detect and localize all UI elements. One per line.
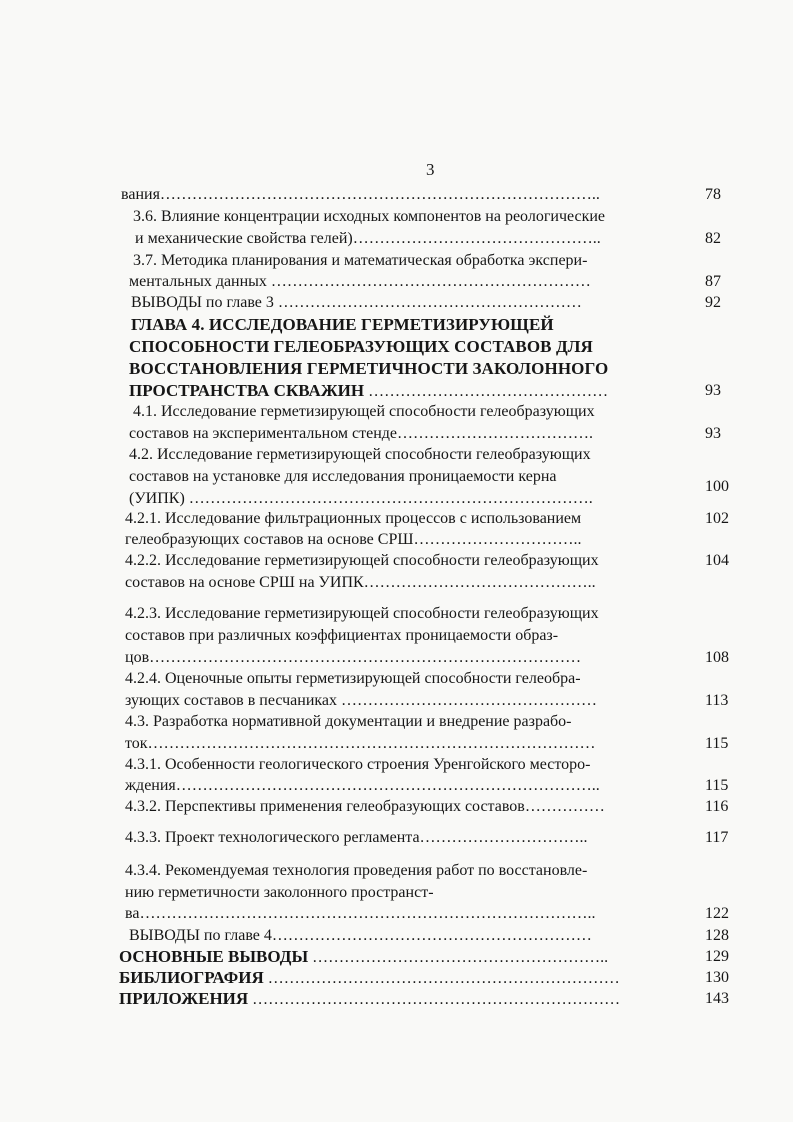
toc-line — [0, 733, 793, 755]
toc-page: 113 — [705, 692, 729, 709]
toc-text: 4.1. Исследование герметизирующей способности гелеобразующих — [133, 403, 595, 420]
toc-page: 92 — [705, 294, 721, 311]
toc-text: ВОССТАНОВЛЕНИЯ ГЕРМЕТИЧНОСТИ ЗАКОЛОННОГО — [129, 359, 609, 378]
toc-text: 4.3.1. Особенности геологического строения Уренгойского месторо- — [125, 756, 591, 773]
toc-page: 115 — [705, 777, 729, 794]
toc-text: 4.3. Разработка нормативной документации и внедрение разрабо- — [125, 713, 572, 730]
toc-text-label: ПРИЛОЖЕНИЯ — [119, 989, 249, 1008]
toc-line — [0, 946, 793, 968]
toc-line — [0, 401, 793, 423]
toc-text: ВЫВОДЫ по главе 4…………………………………………………… — [129, 927, 592, 944]
toc-text — [119, 946, 608, 969]
toc-line — [0, 775, 793, 797]
toc-text: 4.2.2. Исследование герметизирующей способности гелеобразующих — [125, 552, 599, 569]
toc-line — [0, 250, 793, 272]
toc-text: 4.3.3. Проект технологического регламента………………………….. — [125, 829, 588, 846]
toc-page: 102 — [705, 510, 729, 527]
toc-line — [0, 711, 793, 733]
toc-line — [0, 228, 793, 250]
toc-line — [0, 314, 793, 336]
toc-text-label: ОСНОВНЫЕ ВЫВОДЫ — [119, 947, 309, 966]
toc-line — [0, 668, 793, 690]
toc-page: 116 — [705, 798, 729, 815]
toc-text: гелеобразующих составов на основе СРШ………………………….. — [125, 531, 582, 548]
toc-text: составов при различных коэффициентах проницаемости образ- — [125, 627, 559, 644]
toc-line — [0, 206, 793, 228]
toc-page: 100 — [705, 478, 729, 495]
toc-line — [0, 690, 793, 712]
toc-line — [0, 550, 793, 572]
toc-text: 4.2. Исследование герметизирующей способности гелеобразующих — [129, 446, 591, 463]
toc-text: нию герметичности заколонного пространст- — [125, 884, 434, 901]
toc-text-label: БИБЛИОГРАФИЯ — [119, 968, 264, 987]
toc-text-label: ПРОСТРАНСТВА СКВАЖИН — [129, 381, 365, 400]
toc-leader-dots: …………………………………………………………… — [248, 991, 621, 1008]
toc-line — [0, 903, 793, 925]
toc-text: ва………………………………………………………………………….. — [125, 905, 596, 922]
toc-text — [129, 380, 608, 403]
toc-line — [0, 967, 793, 989]
toc-text: ждения…………………………………………………………………….. — [125, 777, 600, 794]
toc-text: 4.3.2. Перспективы применения гелеобразующих составов…………… — [125, 798, 605, 815]
toc-line — [0, 508, 793, 530]
toc-line — [0, 754, 793, 776]
toc-line — [0, 184, 793, 206]
toc-page: 87 — [705, 273, 721, 290]
toc-text: 4.2.3. Исследование герметизирующей способности гелеобразующих — [125, 605, 599, 622]
toc-text: составов на экспериментальном стенде………………………………. — [129, 425, 594, 442]
toc-line — [0, 625, 793, 647]
page-number: 3 — [426, 160, 435, 179]
toc-leader-dots: ……………………………………………….. — [308, 949, 609, 966]
toc-page: 93 — [705, 382, 721, 399]
toc-line — [0, 292, 793, 314]
toc-line — [0, 478, 793, 510]
toc-text: вания……………………………………………………………………….. — [121, 186, 600, 203]
toc-line — [0, 827, 793, 849]
toc-text: ГЛАВА 4. ИССЛЕДОВАНИЕ ГЕРМЕТИЗИРУЮЩЕЙ — [131, 315, 554, 334]
toc-page: 129 — [705, 948, 729, 965]
toc-text: составов на установке для исследования проницаемости керна — [129, 468, 557, 485]
toc-page: 128 — [705, 927, 729, 944]
toc-line — [0, 882, 793, 904]
toc-page: 143 — [705, 990, 729, 1007]
toc-text: СПОСОБНОСТИ ГЕЛЕОБРАЗУЮЩИХ СОСТАВОВ ДЛЯ — [129, 337, 593, 356]
toc-page: 93 — [705, 425, 721, 442]
toc-page: 104 — [705, 552, 729, 569]
toc-text: и механические свойства гелей)……………………………………….. — [135, 230, 601, 247]
toc-line — [0, 988, 793, 1010]
toc-line — [0, 466, 793, 488]
toc-line — [0, 271, 793, 293]
toc-line — [0, 603, 793, 625]
toc-text: составов на основе СРШ на УИПК…………………………………….. — [125, 574, 596, 591]
toc-page: 115 — [705, 735, 729, 752]
toc-leader-dots: ……………………………………… — [364, 383, 609, 400]
toc-text: цов……………………………………………………………………… — [125, 649, 582, 666]
toc-line — [0, 444, 793, 466]
toc-line — [0, 860, 793, 882]
toc-leader-dots: ………………………………………………………… — [263, 970, 620, 987]
toc-page: 108 — [705, 649, 729, 666]
toc-line — [0, 796, 793, 818]
toc-text: ментальных данных …………………………………………………… — [129, 273, 591, 290]
toc-page: 117 — [705, 829, 729, 846]
toc-text: 4.2.4. Оценочные опыты герметизирующей способности гелеобра- — [125, 670, 581, 687]
toc-line — [0, 336, 793, 358]
toc-line — [0, 925, 793, 947]
toc-text: 3.7. Методика планирования и математическая обработка экспери- — [133, 252, 588, 269]
toc-text: (УИПК) …………………………………………………………………. — [129, 490, 593, 507]
toc-text: 4.2.1. Исследование фильтрационных процессов с использованием — [125, 510, 582, 527]
toc-text — [119, 988, 620, 1011]
toc-line — [0, 380, 793, 402]
toc-text: 3.6. Влияние концентрации исходных компонентов на реологические — [133, 208, 606, 225]
toc-line — [0, 572, 793, 594]
toc-text: ВЫВОДЫ по главе 3 ………………………………………………… — [131, 294, 582, 311]
toc-text: зующих составов в песчаниках ………………………………………… — [125, 692, 598, 709]
toc-page: 130 — [705, 969, 729, 986]
toc-page: 122 — [705, 905, 729, 922]
toc-line — [0, 529, 793, 551]
toc-page: 82 — [705, 230, 721, 247]
toc-text: ток………………………………………………………………………… — [125, 735, 596, 752]
toc-line — [0, 647, 793, 669]
toc-line — [0, 423, 793, 445]
toc-text: 4.3.4. Рекомендуемая технология проведения работ по восстановле- — [125, 862, 588, 879]
toc-line — [0, 358, 793, 380]
toc-page: 78 — [705, 186, 721, 203]
toc-text — [119, 967, 620, 990]
